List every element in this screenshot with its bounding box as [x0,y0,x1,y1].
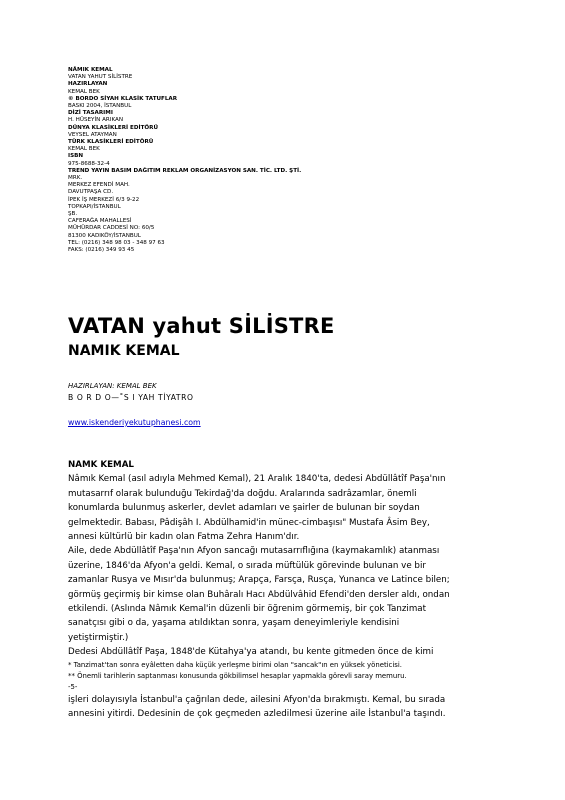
colophon-line: TEL: (0216) 348 98 03 - 348 97 63 [68,239,165,246]
website-link[interactable]: www.iskenderiyekutuphanesi.com [68,418,201,427]
colophon-line: H. HÜSEYİN ARIKAN [68,117,124,124]
author-name: NAMIK KEMAL [68,343,180,359]
body-line: işleri dolayısıyla İstanbul'a çağrılan dede, ailesini Afyon'da bırakmıştı. Kemal, bu sırada [68,694,446,705]
colophon-line: VATAN YAHUT SİLİSTRE [68,74,133,81]
colophon-line: TÜRK KLASİKLERİ EDİTÖRÜ [68,139,154,146]
colophon-block [68,67,368,254]
colophon-line: KEMAL BEK [68,88,100,95]
colophon-line: MÜHÜRDAR CADDESİ NO: 60/5 [68,225,155,232]
colophon-line: DAVUTPAŞA CD. [68,189,114,196]
footnote-line: * Tanzimat'tan sonra eyâletten daha küçük yerleşme birimi olan "sancak"ın en yüksek yöneticisi. [68,660,402,669]
body-line: annesini yitirdi. Dedesinin de çok geçmeden azledilmesi üzerine aile İstanbul'a taşındı. [68,709,446,720]
colophon-line: VEYSEL ATAYMAN [68,131,117,138]
colophon-line: CAFERAĞA MAHALLESİ [68,218,132,225]
body-line: üzerine, 1846'da Afyon'a geldi. Kemal, o sırada müftülük görevinde bulunan ve bir [68,560,426,571]
colophon-line: 975-8688-32-4 [68,160,110,167]
colophon-line: NÂMIK KEMAL [68,67,113,73]
body-line: zamanlar Rusya ve Mısır'da bulunmuş; Arapça, Farsça, Rusça, Yunanca ve Latince bilen; [68,575,450,586]
body-line: sanatçısı gibi o da, yaşama atıldıktan sonra, yaşam deneyimleriyle kendisini [68,618,400,629]
body-line: Dedesi Abdüllâtîf Paşa, 1848'de Kütahya'ya atandı, bu kente gitmeden önce de kimi [68,647,434,658]
colophon-line: DİZİ TASARIMI [68,110,113,117]
footnote-line: ** Önemli tarihlerin saptanması konusunda gökbilimsel hesaplar yapmakla görevli saray memuru. [68,671,407,680]
colophon-line: KEMAL BEK [68,146,100,153]
colophon-line: TOPKAPI/İSTANBUL [68,203,121,210]
colophon-line: 81300 KADIKÖY/İSTANBUL [68,232,141,239]
colophon-line: İPEK İŞ MERKEZİ 6/3 9-22 [68,196,140,203]
body-line: görmüş geçirmiş bir kimse olan Buhâralı Hacı Abdülvâhid Efendi'den dersler aldı, ondan [68,589,450,600]
publisher-line: B O R D O—˚S I YAH TİYATRO [68,393,194,402]
colophon-line: HAZIRLAYAN [68,81,108,88]
section-heading: NAMK KEMAL [68,460,134,470]
footnote-line: -5- [68,682,78,691]
colophon-line: © BORDO SİYAH KLASİK TATUFLAR [68,95,178,102]
body-line: konumlarda bulunmuş askerler, devlet adamları ve şairler de bulunan bir soydan [68,503,420,514]
biography-text [68,458,508,722]
body-line: etkilendi. (Aslında Nâmık Kemal'in düzenli bir öğrenim görmemiş, bir çok Tanzimat [68,604,427,615]
colophon-line: BASKI 2004, İSTANBUL [68,103,132,110]
book-title: VATAN yahut SİLİSTRE [68,314,335,338]
body-line: annesi kültürlü bir kadın olan Fatma Zehra Hanım'dır. [68,532,300,543]
colophon-line: ISBN [68,153,84,160]
colophon-line: DÜNYA KLASİKLERİ EDİTÖRÜ [68,124,159,131]
body-line: mutasarrıf olarak bulunduğu Tekirdağ'da doğdu. Aralarında sadrâzamlar, önemli [68,488,417,499]
colophon-line: TREND YAYIN BASIM DAĞITIM REKLAM ORGANİZASYON SAN. TİC. LTD. ŞTİ. [68,167,302,174]
colophon-line: FAKS: (0216) 349 93 45 [68,247,135,254]
body-line: yetiştirmiştir.) [68,632,129,643]
colophon-line: ŞB. [68,211,78,218]
editor-line: HAZIRLAYAN: KEMAL BEK [68,382,157,390]
colophon-line: MRK. [68,175,83,182]
body-line: Aile, dede Abdüllâtîf Paşa'nın Afyon sancağı mutasarrıflığına (kaymakamlık) atanması [68,546,440,557]
body-line: gelmektedir. Babası, Pâdişâh I. Abdülhamid'in münec-cimbaşısı" Mustafa Âsim Bey, [68,517,430,528]
body-line: Nâmık Kemal (asıl adıyla Mehmed Kemal), 21 Aralık 1840'ta, dedesi Abdüllâtîf Paşa'nın [68,474,446,485]
colophon-line: MERKEZ EFENDİ MAH. [68,182,130,189]
